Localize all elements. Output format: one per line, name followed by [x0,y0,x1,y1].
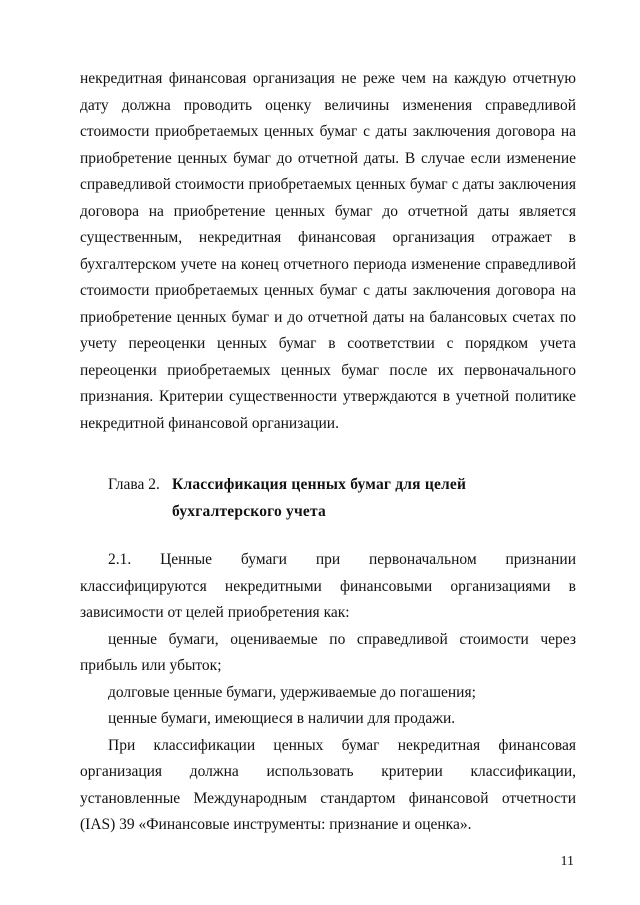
chapter-number: Глава 2. [108,476,160,493]
intro-paragraph: некредитная финансовая организация не реже чем на каждую отчетную дату должна проводить оценку величины изменения справедливой стоимости приобретаемых ценных бумаг с даты заключения договора на приобретение ценных бумаг до отчетной даты. В случае если изменение справедливой стоимости приобретаемых ценных бумаг с даты заключения договора на приобретение ценных бумаг до отчетной даты является существенным, некредитная финансовая организация отражает в бухгалтерском учете на конец отчетного периода изменение справедливой стоимости приобретаемых ценных бумаг с даты заключения договора на приобретение ценных бумаг и до отчетной даты на балансовых счетах по учету переоценки ценных бумаг в соответствии с порядком учета переоценки приобретаемых ценных бумаг после их первоначального признания. Критерии существенности утверждаются в учетной политике некредитной финансовой организации. [80,70,576,432]
chapter-heading [80,471,576,525]
page-content [80,66,576,839]
list-item-fvtpl: ценные бумаги, оцениваемые по справедливой стоимости через прибыль или убыток; [80,630,576,674]
list-item-htm: долговые ценные бумаги, удерживаемые до погашения; [108,683,476,701]
page-number: 11 [560,854,574,869]
classification-paragraph: При классификации ценных бумаг некредитная финансовая организация должна использовать критерии классификации, установленные Международным стандартом финансовой отчетности (IAS) 39 «Финансовые инструменты: признание и оценка». [80,736,576,833]
list-item-afs: ценные бумаги, имеющиеся в наличии для продажи. [108,710,456,727]
section-paragraph-2-1: 2.1. Ценные бумаги при первоначальном признании классифицируются некредитными финансовыми организациями в зависимости от целей приобретения как: [80,551,576,621]
chapter-title: Классификация ценных бумаг для целей бухгалтерского учета [172,476,467,520]
